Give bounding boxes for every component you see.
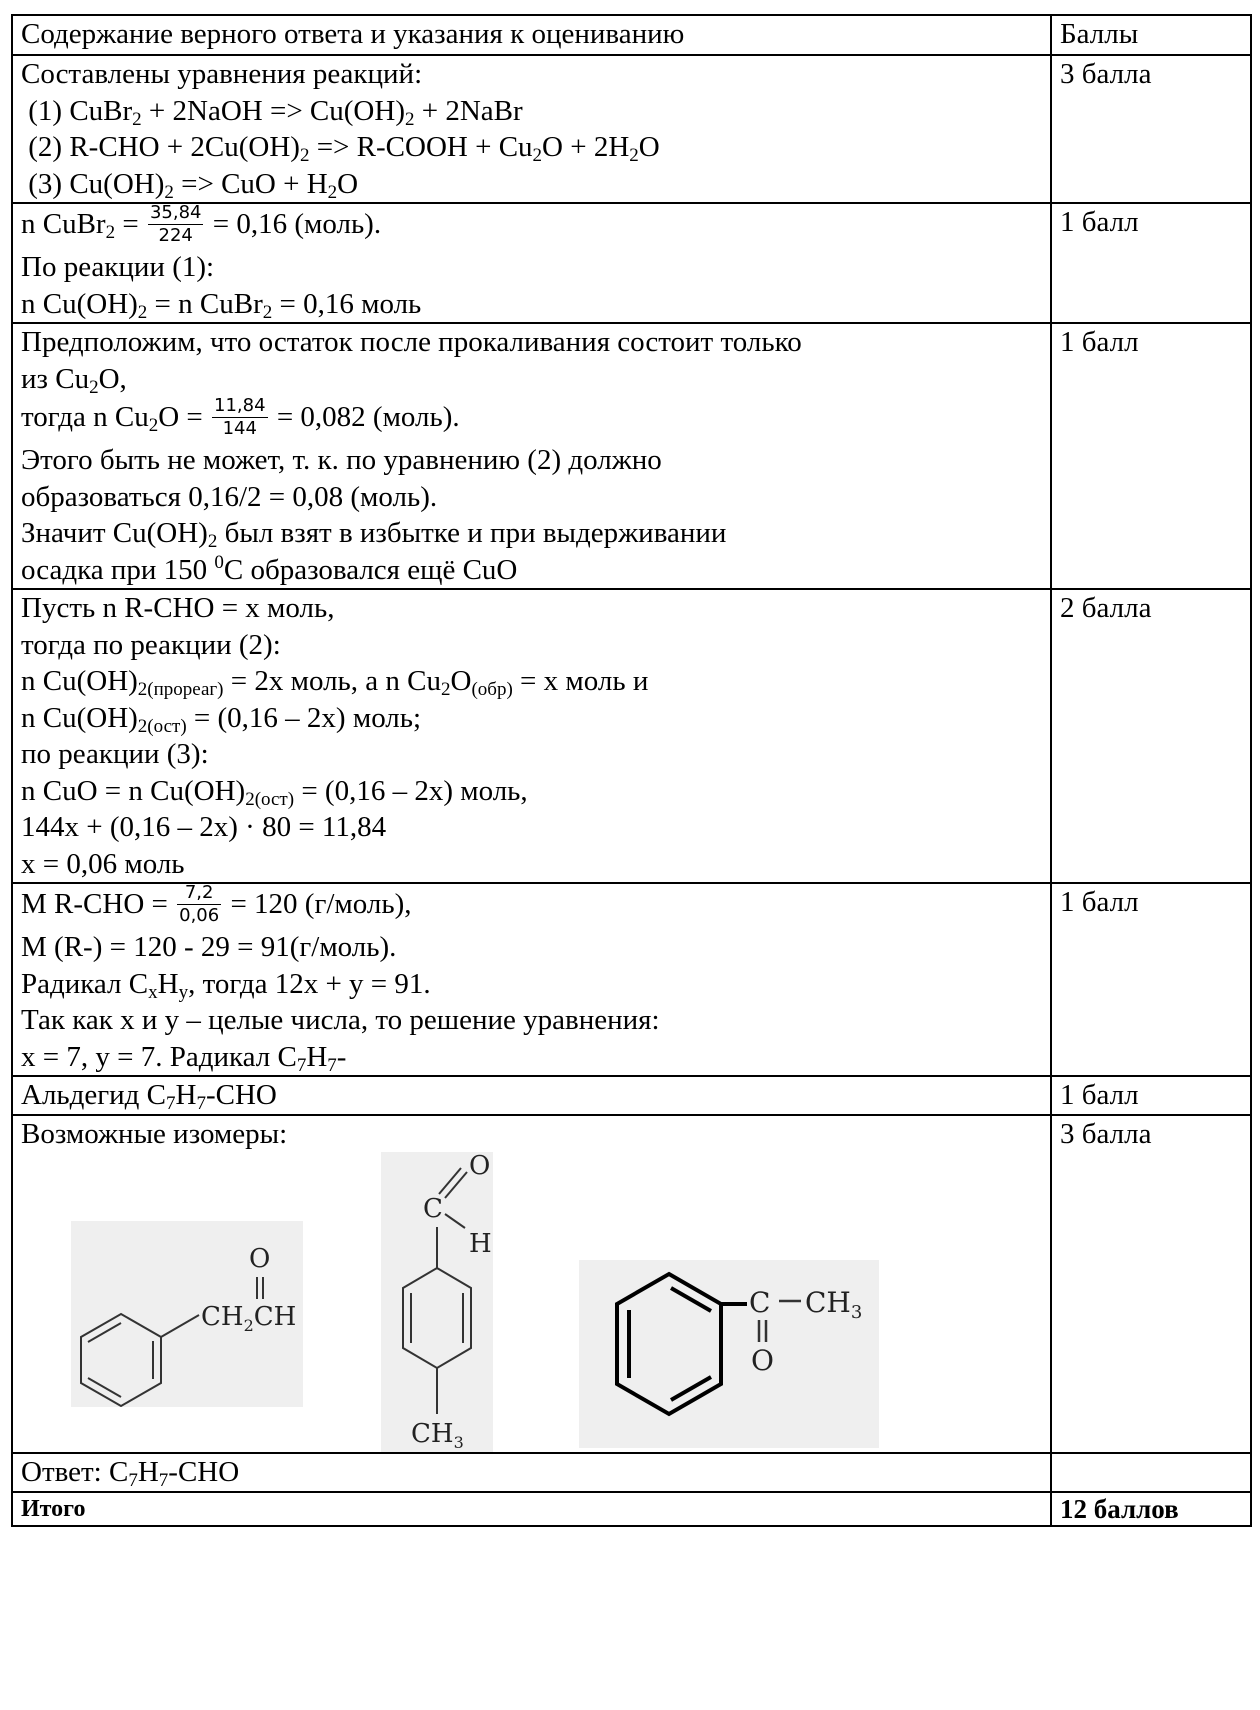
table-row xyxy=(12,323,1251,589)
equation-2: (2) $R-CHO + 2Cu(OH)_2$ => R-COOH + $Cu_2O + 2H_2O$ xyxy=(28,131,660,166)
table-row xyxy=(12,1453,1251,1492)
text-line: x = 7, y = 7. Радикал $C_7H_7-$ xyxy=(21,1040,347,1076)
text-line: Ответ: $C_7H_7$-CHO xyxy=(21,1456,240,1491)
answer-cell xyxy=(12,883,1051,1076)
text-line: Этого быть не может, т. к. по уравнению (2) должно xyxy=(21,444,662,476)
text-line: Альдегид $C_7H_7$-CHO xyxy=(21,1079,277,1114)
oxygen-label: O xyxy=(249,1244,271,1274)
equation-1: (1) CuBr$_2$ + 2NaOH => $Cu(OH)_2$ + 2NaBr xyxy=(28,94,523,130)
methyl-label: $CH_3$ xyxy=(805,1286,863,1323)
structure-phenylacetaldehyde xyxy=(71,1221,303,1407)
header-content: Содержание верного ответа и указания к оцениванию xyxy=(12,15,1051,55)
table-row xyxy=(12,589,1251,883)
table-row xyxy=(12,883,1251,1076)
answer-cell xyxy=(12,203,1051,323)
text-line: Предположим, что остаток после прокаливания состоит только xyxy=(21,326,802,358)
points-cell: 1 балл xyxy=(1051,883,1251,1076)
isomer-tolualdehyde xyxy=(381,1152,493,1452)
header-row xyxy=(12,15,1251,55)
text-line: тогда по реакции (2): xyxy=(21,628,281,661)
points-cell: 1 балл xyxy=(1051,1076,1251,1115)
text-line: по реакции (3): xyxy=(21,738,209,770)
isomer-acetophenone xyxy=(579,1260,879,1448)
text-line: По реакции (1): xyxy=(21,251,215,283)
equation-3: (3) $Cu(OH)_2$ => CuO + $H_2O$ xyxy=(28,167,359,203)
text-line: n CuO = n $Cu(OH)_{2(ост)} = (0,16 - 2x)$ моль, xyxy=(21,774,528,810)
points-cell: 1 балл xyxy=(1051,323,1251,589)
answer-cell xyxy=(12,1076,1051,1115)
text-line: n CuBr$_2$ = $\frac{35,84}{224}$ = 0,16 (моль). xyxy=(21,202,382,246)
text-line: Значит $Cu(OH)_2$ был взят в избытке и при выдерживании xyxy=(21,517,727,552)
points-cell-empty xyxy=(1051,1453,1251,1492)
isomer-structures xyxy=(21,1152,1042,1452)
isomer-phenylacetaldehyde xyxy=(71,1221,303,1407)
hydrogen-label: H xyxy=(469,1229,492,1259)
text-line: x = 0,06 моль xyxy=(21,847,185,880)
text-line: Так как x и y – целые числа, то решение уравнения: xyxy=(21,1004,660,1036)
text-line: Пусть n R-CHO = x моль, xyxy=(21,592,335,624)
carbon-label: C xyxy=(749,1286,771,1319)
answer-cell xyxy=(12,589,1051,883)
carbon-label: C xyxy=(423,1194,443,1224)
text-line: M (R-) = 120 - 29 = 91(г/моль). xyxy=(21,931,397,963)
table-row xyxy=(12,55,1251,203)
group-label: $CH_2CH$ xyxy=(201,1302,297,1335)
table-row xyxy=(12,203,1251,323)
text-line: 144x + (0,16 – 2x) · 80 = 11,84 xyxy=(21,811,387,843)
oxygen-label: O xyxy=(751,1344,774,1377)
points-cell: 1 балл xyxy=(1051,203,1251,323)
text-line: Возможные изомеры: xyxy=(21,1117,288,1150)
points-cell: 3 балла xyxy=(1051,1115,1251,1454)
answer-cell xyxy=(12,55,1051,203)
structure-acetophenone xyxy=(579,1260,879,1448)
points-cell: 3 балла xyxy=(1051,55,1251,203)
methyl-label: $CH_3$ xyxy=(411,1419,464,1452)
fraction: $\frac{35,84}{224}$ xyxy=(149,202,202,246)
answer-cell xyxy=(12,1115,1051,1454)
total-row xyxy=(12,1492,1251,1526)
grading-table xyxy=(11,14,1252,1527)
text-line: образоваться 0,16/2 = 0,08 (моль). xyxy=(21,480,438,513)
total-label: Итого xyxy=(12,1492,1051,1526)
fraction: $\frac{11,84}{144}$ xyxy=(214,395,266,439)
text-line: n $Cu(OH)_2 = n$ CuBr$_2$ = 0,16 моль xyxy=(21,287,422,323)
text-line: из $Cu_2O$, xyxy=(21,362,127,398)
points-cell: 2 балла xyxy=(1051,589,1251,883)
text-line: n $Cu(OH)_{2(ост)} = (0,16 - 2x)$ моль; xyxy=(21,701,422,737)
table-row xyxy=(12,1115,1251,1454)
answer-cell xyxy=(12,323,1051,589)
text-line: тогда n $Cu_2O$ = $\frac{11,84}{144}$ = 0,082 (моль). xyxy=(21,395,460,439)
text-line: осадка при 150 $^0$C образовался ещё CuO xyxy=(21,551,518,586)
text-line: Радикал $C_xH_y$, тогда 12x + y = 91. xyxy=(21,967,431,1003)
text-line: M R-CHO = $\frac{7,2}{0,06}$ = 120 (г/моль), xyxy=(21,882,412,926)
answer-cell xyxy=(12,1453,1051,1492)
structure-tolualdehyde xyxy=(381,1152,493,1452)
table-row xyxy=(12,1076,1251,1115)
fraction: $\frac{7,2}{0,06}$ xyxy=(179,882,220,926)
text-line: Составлены уравнения реакций: xyxy=(21,58,423,90)
oxygen-label: O xyxy=(469,1152,491,1181)
text-line: n $Cu(OH)_{2(прореаг)} = 2x$ моль, а n $Cu_2O_{(обр)} = x$ моль и xyxy=(21,665,649,700)
header-points: Баллы xyxy=(1051,15,1251,55)
total-points: 12 баллов xyxy=(1051,1492,1251,1526)
